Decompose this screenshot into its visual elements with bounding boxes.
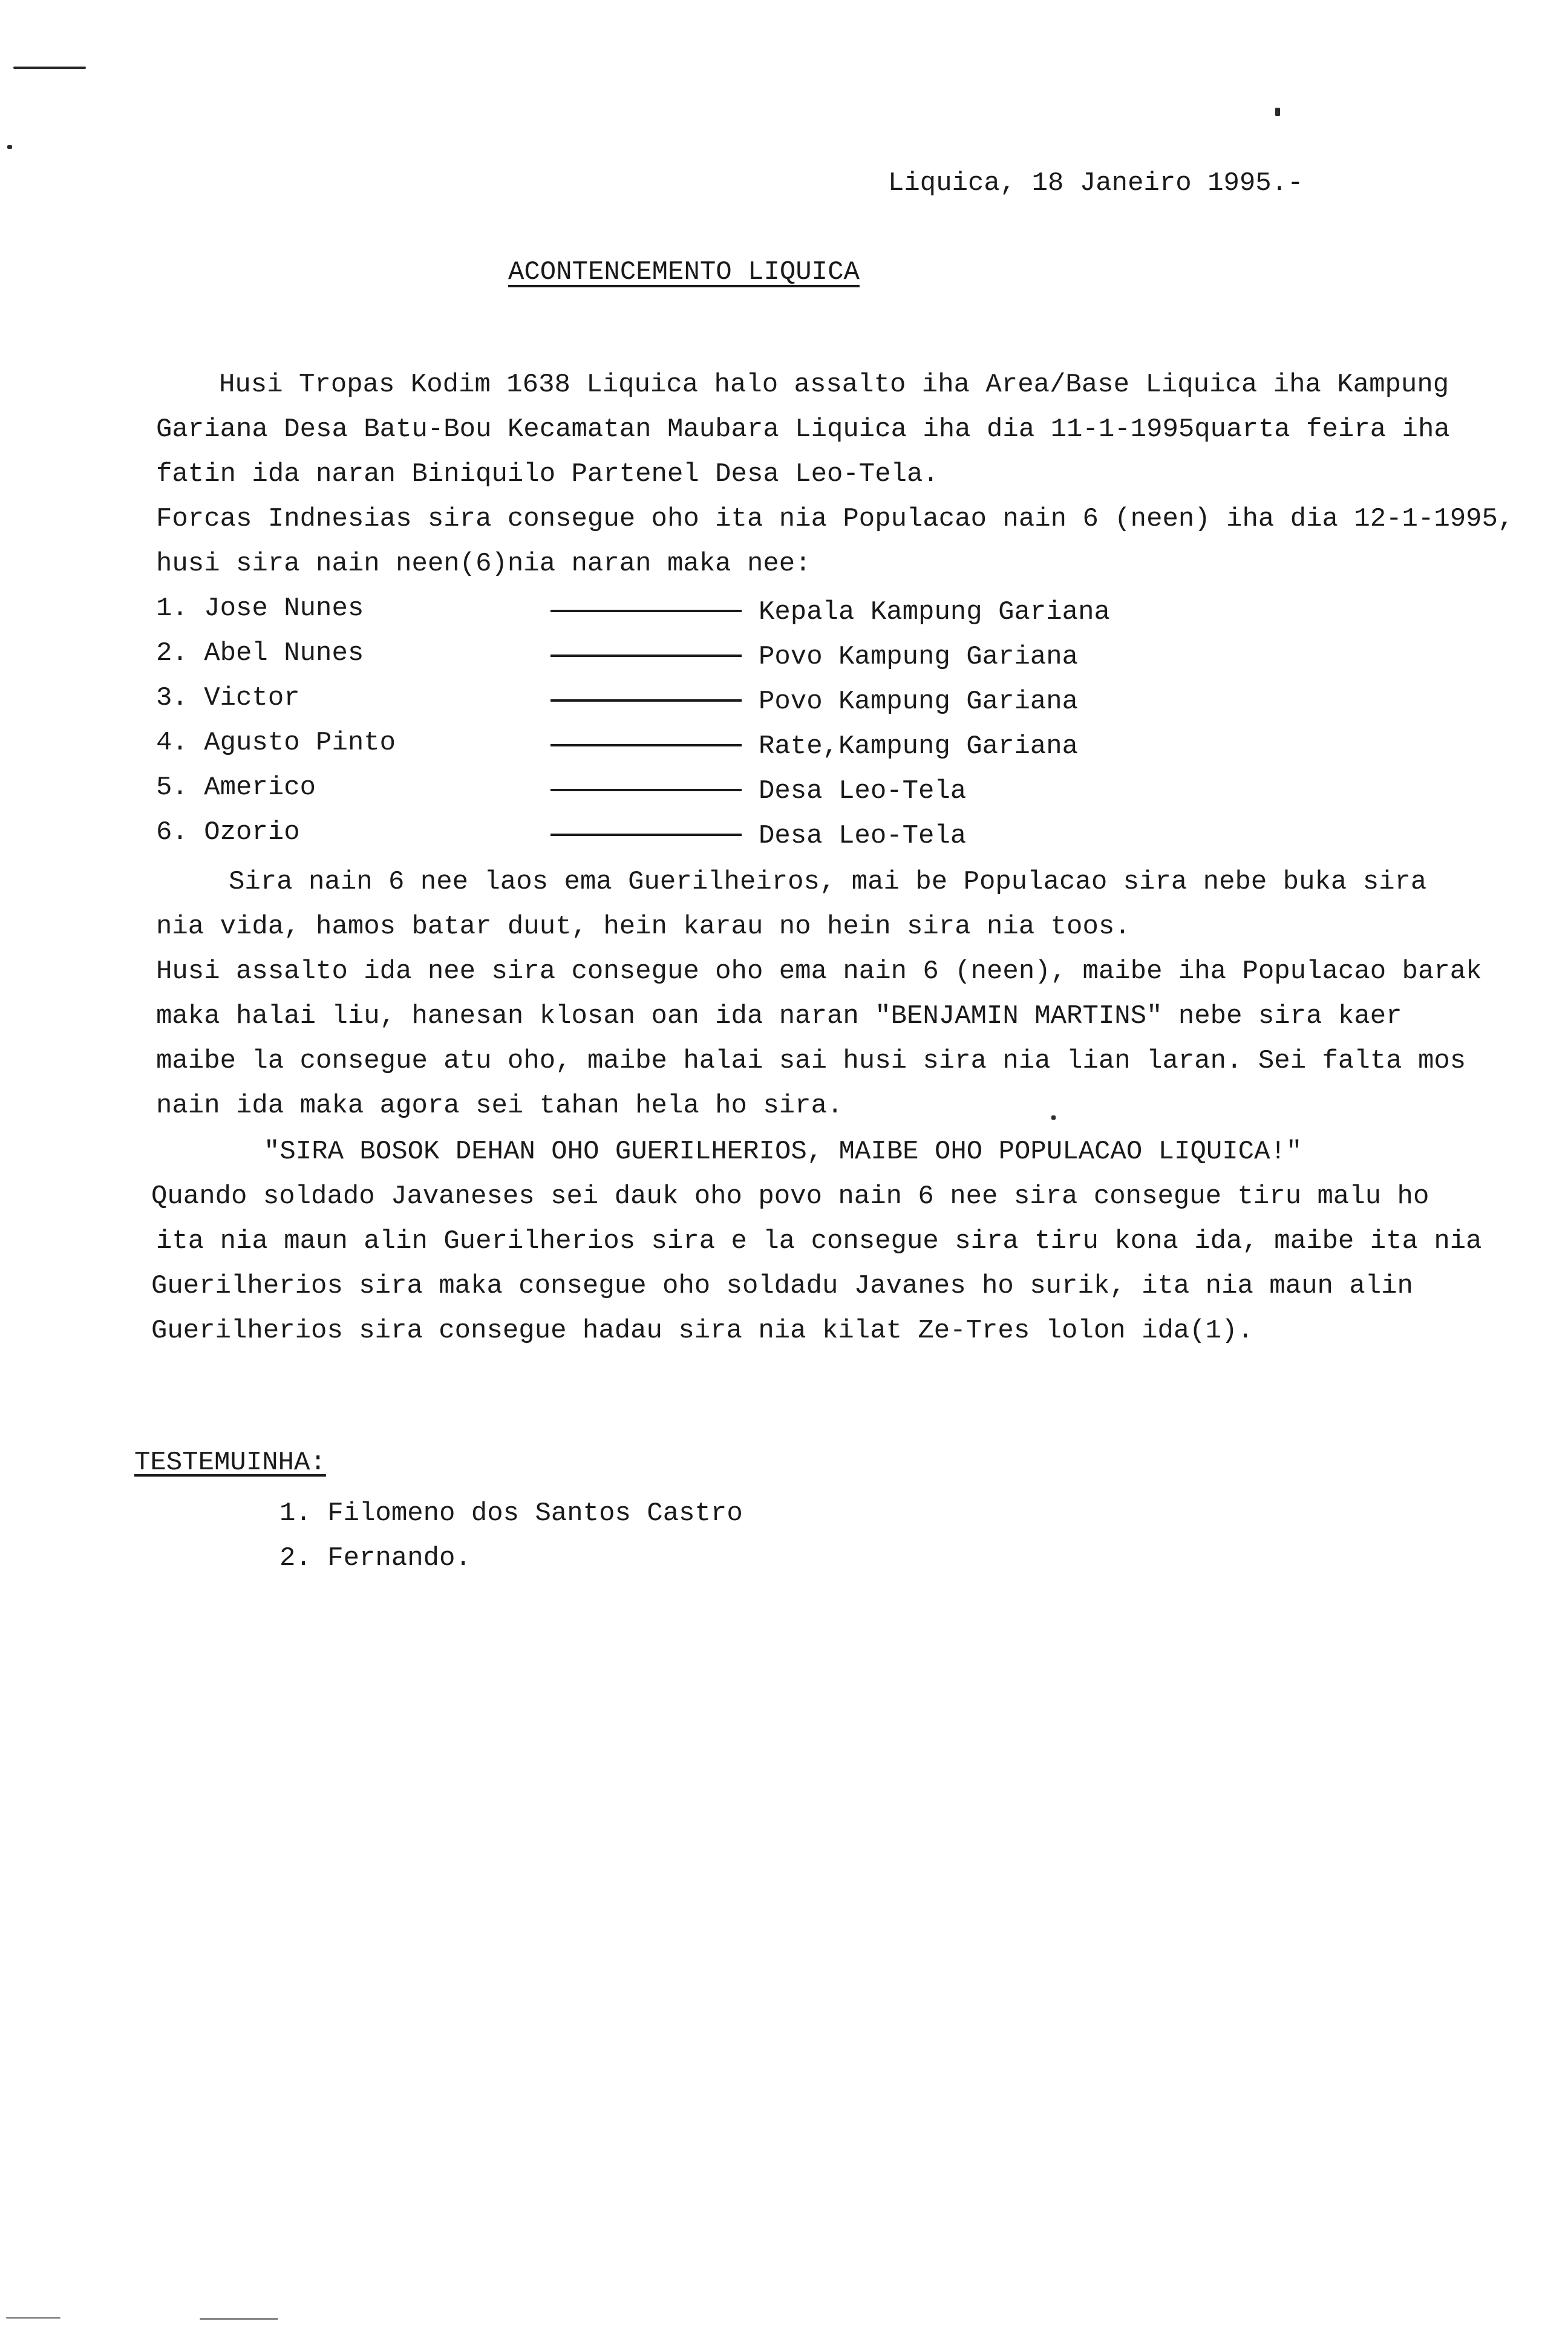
scan-mark xyxy=(6,2317,60,2319)
body-line: Sira nain 6 nee laos ema Guerilheiros, mai be Populacao sira nebe buka sira xyxy=(229,867,1427,897)
victim-name: 5. Americo xyxy=(156,772,316,803)
scan-mark xyxy=(1051,1115,1056,1120)
quoted-statement: "SIRA BOSOK DEHAN OHO GUERILHERIOS, MAIBE OHO POPULACAO LIQUICA!" xyxy=(264,1137,1302,1167)
leader-line xyxy=(550,834,742,836)
victim-place: Povo Kampung Gariana xyxy=(759,687,1079,717)
victim-name: 3. Victor xyxy=(156,683,300,713)
intro-line: husi sira nain neen(6)nia naran maka nee: xyxy=(156,549,811,579)
witness-heading: TESTEMUINHA: xyxy=(134,1448,326,1478)
scan-mark xyxy=(7,145,12,149)
leader-line xyxy=(550,655,742,657)
document-title: ACONTENCEMENTO LIQUICA xyxy=(508,257,860,287)
body-line: nain ida maka agora sei tahan hela ho sira. xyxy=(156,1091,843,1121)
leader-line xyxy=(550,744,742,746)
witness-item: 1. Filomeno dos Santos Castro xyxy=(279,1498,743,1529)
intro-line: Husi Tropas Kodim 1638 Liquica halo assalto iha Area/Base Liquica iha Kampung xyxy=(219,370,1449,400)
body-line: maibe la consegue atu oho, maibe halai sai husi sira nia lian laran. Sei falta mos xyxy=(156,1046,1466,1076)
body-line: Guerilherios sira maka consegue oho soldadu Javanes ho surik, ita nia maun alin xyxy=(151,1271,1413,1301)
leader-line xyxy=(550,610,742,612)
victim-name: 2. Abel Nunes xyxy=(156,638,364,668)
victim-name: 1. Jose Nunes xyxy=(156,593,364,624)
scan-mark xyxy=(200,2318,278,2320)
date-line: Liquica, 18 Janeiro 1995.- xyxy=(888,168,1304,198)
body-line: ita nia maun alin Guerilherios sira e la consegue sira tiru kona ida, maibe ita nia xyxy=(156,1226,1482,1256)
scan-mark xyxy=(13,67,86,69)
body-line: maka halai liu, hanesan klosan oan ida naran "BENJAMIN MARTINS" nebe sira kaer xyxy=(156,1001,1402,1031)
victim-name: 4. Agusto Pinto xyxy=(156,728,396,758)
leader-line xyxy=(550,789,742,791)
intro-line: fatin ida naran Biniquilo Partenel Desa Leo-Tela. xyxy=(156,459,939,489)
scan-mark xyxy=(1275,108,1280,116)
victim-place: Kepala Kampung Gariana xyxy=(759,597,1110,627)
body-line: Guerilherios sira consegue hadau sira nia kilat Ze-Tres lolon ida(1). xyxy=(151,1316,1253,1346)
intro-line: Gariana Desa Batu-Bou Kecamatan Maubara Liquica iha dia 11-1-1995quarta feira iha xyxy=(156,414,1450,445)
body-line: Husi assalto ida nee sira consegue oho ema nain 6 (neen), maibe iha Populacao barak xyxy=(156,956,1482,987)
leader-line xyxy=(550,699,742,702)
victim-place: Rate,Kampung Gariana xyxy=(759,731,1079,762)
witness-item: 2. Fernando. xyxy=(279,1543,471,1573)
victim-place: Desa Leo-Tela xyxy=(759,821,967,851)
victim-place: Povo Kampung Gariana xyxy=(759,642,1079,672)
body-line: Quando soldado Javaneses sei dauk oho povo nain 6 nee sira consegue tiru malu ho xyxy=(151,1181,1429,1212)
body-line: nia vida, hamos batar duut, hein karau no hein sira nia toos. xyxy=(156,912,1131,942)
victim-place: Desa Leo-Tela xyxy=(759,776,967,806)
intro-line: Forcas Indnesias sira consegue oho ita nia Populacao nain 6 (neen) iha dia 12-1-1995, xyxy=(156,504,1514,534)
victim-name: 6. Ozorio xyxy=(156,817,300,847)
